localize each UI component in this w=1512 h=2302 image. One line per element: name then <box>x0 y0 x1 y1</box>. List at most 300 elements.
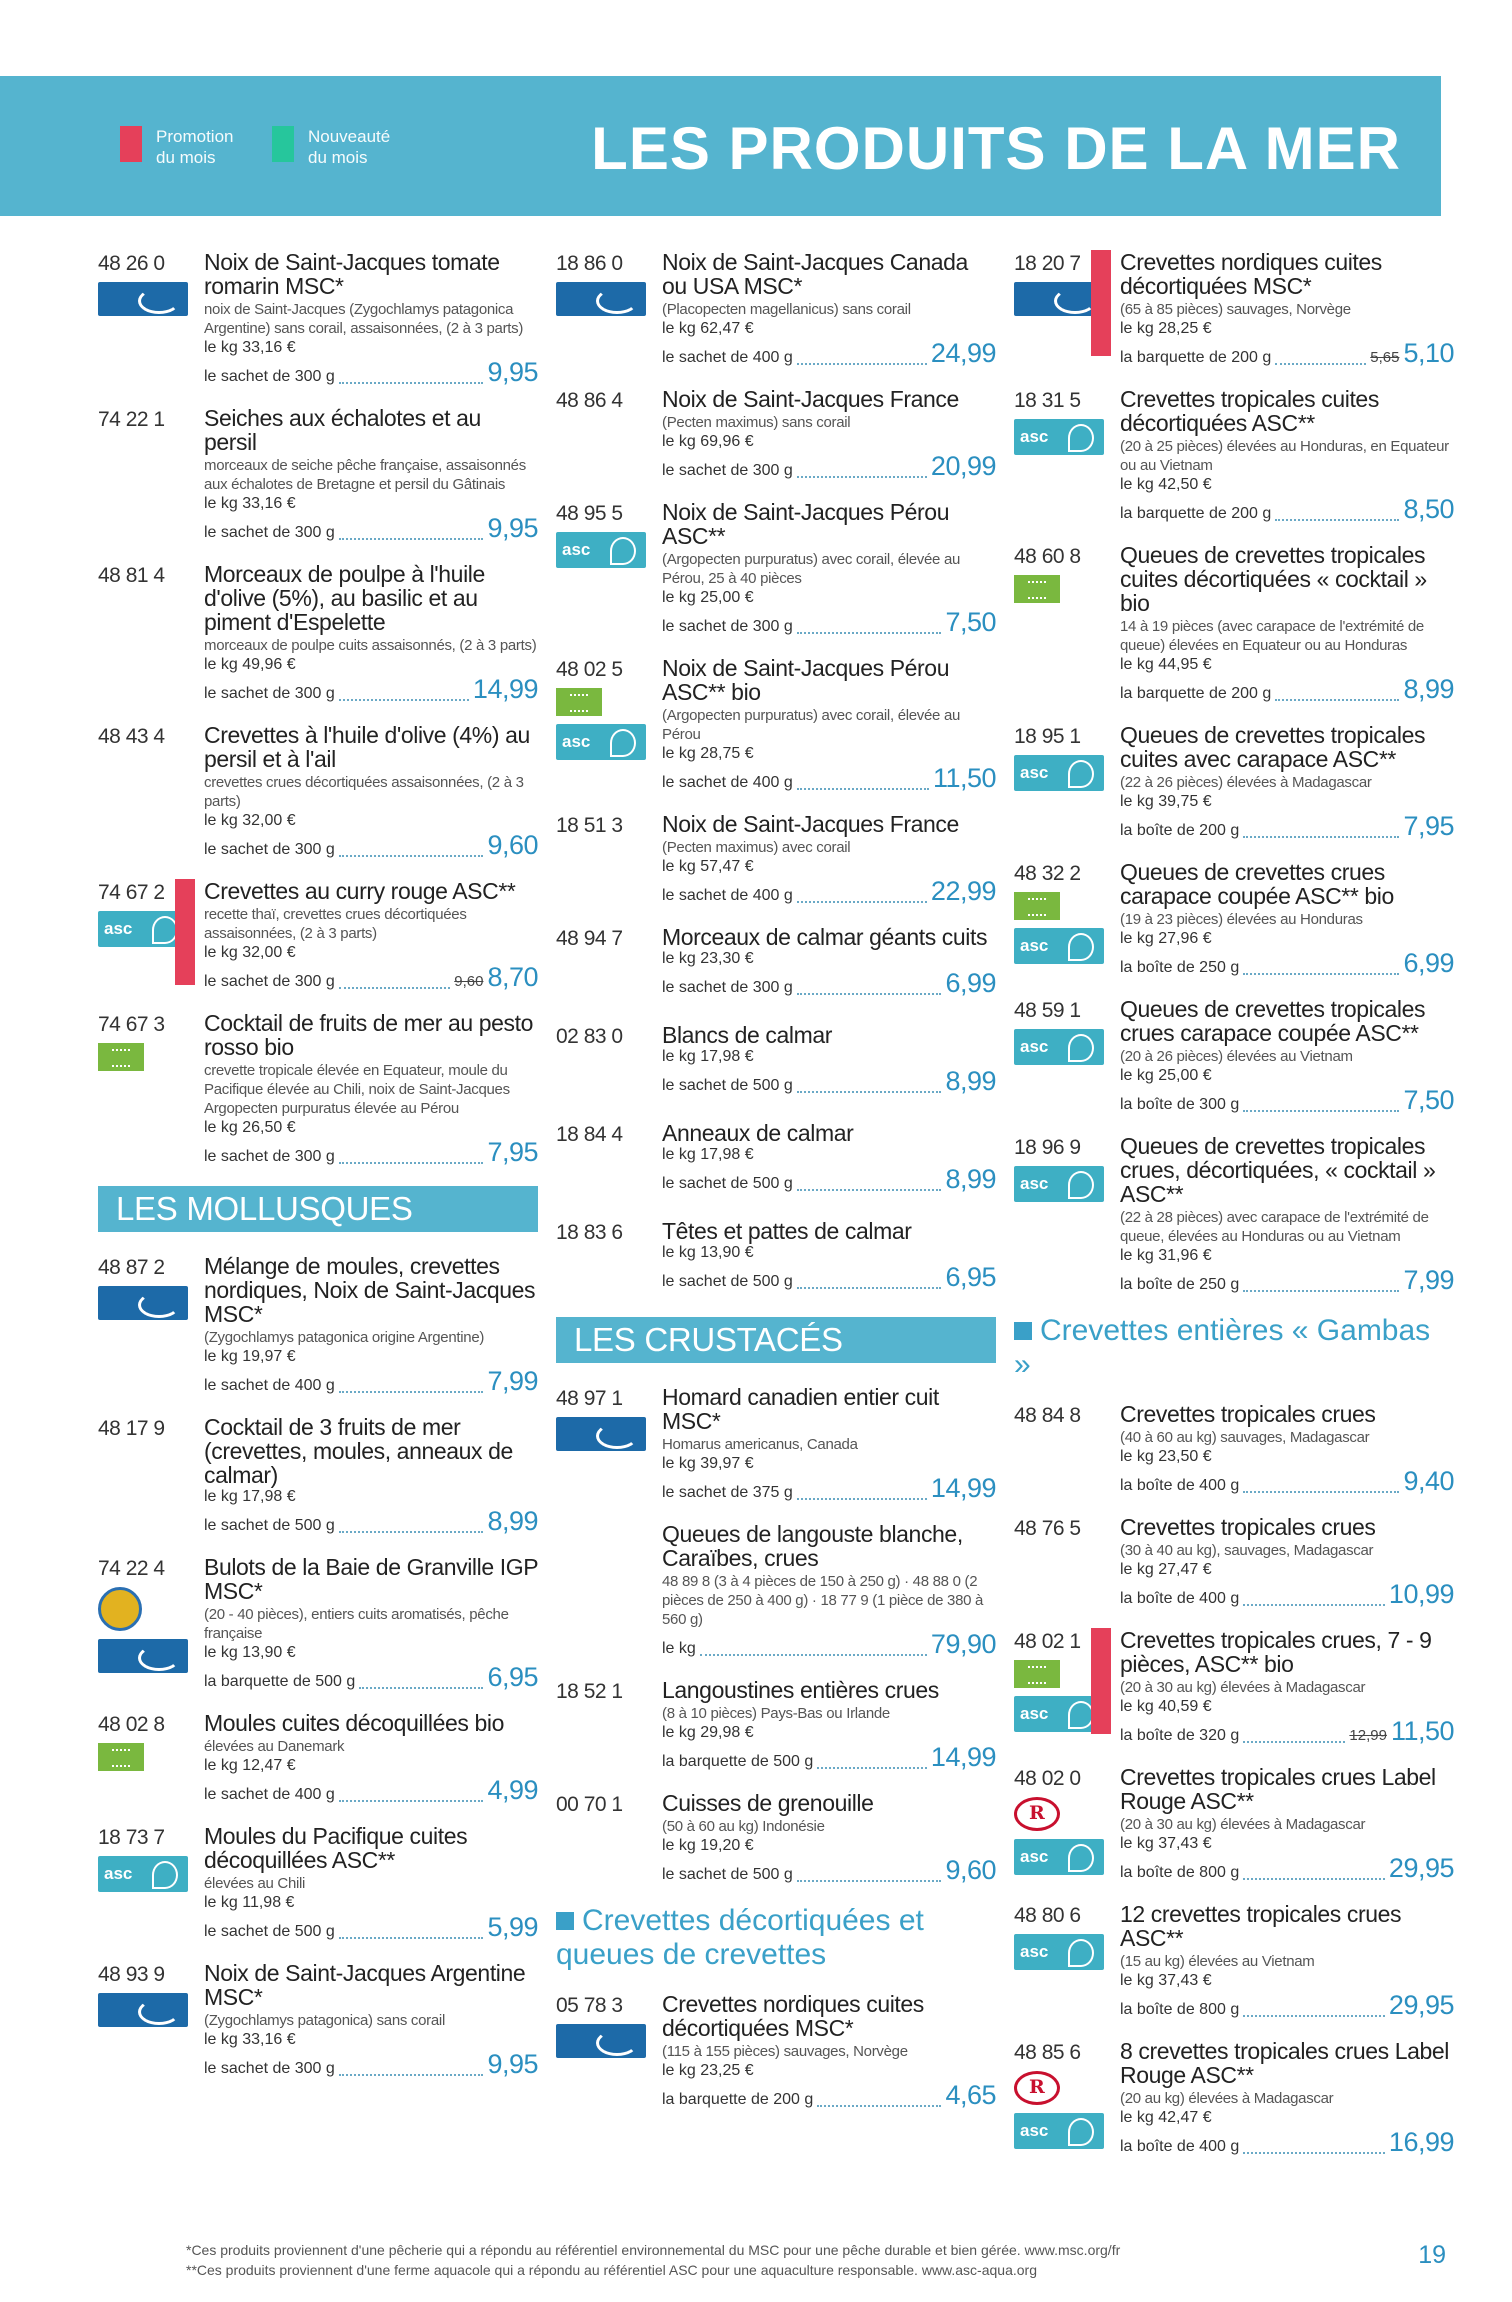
price: 20,99 <box>930 451 996 481</box>
product-code: 48 85 6 <box>1014 2041 1081 2064</box>
legend-new <box>272 126 398 168</box>
footnotes <box>186 2240 1120 2280</box>
package-unit: le sachet de 375 g <box>662 1484 793 1501</box>
product-code: 48 80 6 <box>1014 1904 1081 1927</box>
price-per-kg: le kg 12,47 € <box>204 1757 296 1774</box>
price-row <box>204 1912 538 1943</box>
product-description: (65 à 85 pièces) sauvages, Norvège <box>1120 301 1351 318</box>
product-item <box>1014 860 1454 979</box>
dot-leader <box>700 1653 927 1656</box>
legend-promo <box>120 126 246 168</box>
product-item <box>556 1023 996 1103</box>
price-row <box>204 1775 538 1806</box>
price: 9,95 <box>487 2049 538 2079</box>
price-per-kg: le kg 57,47 € <box>662 858 754 875</box>
product-item <box>1014 1515 1454 1610</box>
price: 6,95 <box>487 1662 538 1692</box>
package-unit: le sachet de 400 g <box>662 774 793 791</box>
price: 11,50 <box>932 763 996 793</box>
product-item <box>98 1961 538 2080</box>
price: 29,95 <box>1388 1853 1454 1883</box>
product-code: 74 22 4 <box>98 1557 165 1580</box>
product-code: 74 67 2 <box>98 881 165 904</box>
product-description: (20 à 30 au kg) élevées à Madagascar <box>1120 1816 1366 1833</box>
price-row <box>662 1066 996 1097</box>
product-badges <box>1014 419 1110 463</box>
product-description: noix de Saint-Jacques (Zygochlamys patagonica Argentine) sans corail, assaisonnées, (2 à 3 parts) <box>204 301 524 337</box>
product-name: Noix de Saint-Jacques tomate romarin MSC* <box>204 249 500 299</box>
dot-leader <box>797 900 927 903</box>
legend-new-label: Nouveauté du mois <box>308 127 391 167</box>
product-item <box>98 1555 538 1693</box>
price: 14,99 <box>930 1742 996 1772</box>
package-unit: la boîte de 250 g <box>1120 1276 1240 1293</box>
product-code: 48 60 8 <box>1014 545 1081 568</box>
price-row <box>662 1164 996 1195</box>
price-per-kg: le kg 17,98 € <box>662 1146 754 1163</box>
package-unit: le sachet de 500 g <box>204 1923 335 1940</box>
price: 6,99 <box>945 968 996 998</box>
dot-leader <box>797 992 942 995</box>
product-code: 18 51 3 <box>556 814 623 837</box>
price-per-kg: le kg 23,30 € <box>662 950 754 967</box>
product-item <box>1014 1765 1454 1884</box>
subheading-gambas <box>1014 1314 1454 1382</box>
price-row <box>662 1473 996 1504</box>
dot-leader <box>1243 1109 1399 1112</box>
package-unit: la boîte de 300 g <box>1120 1096 1240 1113</box>
product-badges <box>556 1417 652 1459</box>
package-unit: le sachet de 300 g <box>204 841 335 858</box>
dot-leader <box>1243 1603 1385 1606</box>
price: 11,50 <box>1390 1716 1454 1746</box>
dot-leader <box>817 1766 927 1769</box>
product-code: 18 95 1 <box>1014 725 1081 748</box>
product-code: 48 76 5 <box>1014 1517 1081 1540</box>
column-3 <box>1014 250 1454 2176</box>
dot-leader <box>1243 972 1399 975</box>
product-description: (19 à 23 pièces) élevées au Honduras <box>1120 911 1363 928</box>
column-2 <box>556 250 996 2129</box>
product-name: Langoustines entières crues <box>662 1677 939 1703</box>
product-item <box>98 1711 538 1806</box>
product-description: (15 au kg) élevées au Vietnam <box>1120 1953 1315 1970</box>
package-unit: le sachet de 300 g <box>204 685 335 702</box>
dot-leader <box>339 1936 484 1939</box>
product-name: Queues de crevettes crues carapace coupée ASC** bio <box>1120 859 1394 909</box>
package-unit: le sachet de 300 g <box>204 524 335 541</box>
product-name: Cocktail de 3 fruits de mer (crevettes, moules, anneaux de calmar) <box>204 1414 513 1488</box>
dot-leader <box>1243 2151 1385 2154</box>
package-unit: la barquette de 200 g <box>1120 349 1272 366</box>
product-badges <box>98 1993 194 2035</box>
product-badges <box>98 1043 194 1079</box>
msc-label-icon <box>556 1417 646 1451</box>
product-badges <box>1014 2071 1110 2157</box>
product-badges <box>1014 575 1110 611</box>
product-code: 18 20 7 <box>1014 252 1081 275</box>
product-code: 48 94 7 <box>556 927 623 950</box>
price: 14,99 <box>930 1473 996 1503</box>
product-name: Noix de Saint-Jacques Canada ou USA MSC* <box>662 249 968 299</box>
product-item <box>556 1992 996 2111</box>
price: 9,95 <box>487 513 538 543</box>
dot-leader <box>797 787 929 790</box>
package-unit: la barquette de 200 g <box>1120 505 1272 522</box>
product-item <box>556 812 996 907</box>
organic-label-icon <box>1014 1660 1060 1688</box>
product-name: Queues de crevettes tropicales crues, décortiquées, « cocktail » ASC** <box>1120 1133 1436 1207</box>
package-unit: le sachet de 400 g <box>204 1377 335 1394</box>
organic-label-icon <box>98 1043 144 1071</box>
dot-leader <box>339 854 484 857</box>
product-code: 02 83 0 <box>556 1025 623 1048</box>
product-name: Crevettes tropicales cuites décortiquées ASC** <box>1120 386 1379 436</box>
product-item <box>1014 1628 1454 1747</box>
product-name: Crevettes tropicales crues, 7 - 9 pièces, ASC** bio <box>1120 1627 1432 1677</box>
asc-label-icon <box>1014 419 1104 455</box>
product-description: (40 à 60 au kg) sauvages, Madagascar <box>1120 1429 1370 1446</box>
package-unit: la boîte de 400 g <box>1120 1590 1240 1607</box>
dot-leader <box>339 2073 484 2076</box>
product-item <box>556 925 996 1005</box>
product-code: 48 97 1 <box>556 1387 623 1410</box>
product-description: (20 à 30 au kg) élevées à Madagascar <box>1120 1679 1366 1696</box>
product-description: 14 à 19 pièces (avec carapace de l'extrémité de queue) élevées en Equateur ou au Honduras <box>1120 618 1424 654</box>
product-code: 48 81 4 <box>98 564 165 587</box>
dot-leader <box>339 1161 484 1164</box>
price: 8,99 <box>487 1506 538 1536</box>
price: 7,99 <box>1403 1265 1454 1295</box>
product-name: Crevettes nordiques cuites décortiquées MSC* <box>662 1991 924 2041</box>
old-price: 9,60 <box>454 973 484 990</box>
promo-swatch <box>120 126 142 162</box>
product-description: morceaux de poulpe cuits assaisonnés, (2 à 3 parts) <box>204 637 537 654</box>
product-item <box>98 1254 538 1397</box>
organic-label-icon <box>1014 892 1060 920</box>
price-row <box>204 1662 538 1693</box>
promo-marker <box>1091 1628 1111 1734</box>
package-unit: le sachet de 300 g <box>204 973 335 990</box>
product-name: Blancs de calmar <box>662 1022 833 1048</box>
price-row <box>662 1855 996 1886</box>
new-swatch <box>272 126 294 162</box>
product-code: 18 31 5 <box>1014 389 1081 412</box>
price-per-kg: le kg 19,97 € <box>204 1348 296 1365</box>
price-per-kg: le kg 39,97 € <box>662 1455 754 1472</box>
price: 29,95 <box>1388 1990 1454 2020</box>
dot-leader <box>339 698 469 701</box>
product-badges <box>98 1286 194 1328</box>
product-description: (Argopecten purpuratus) avec corail, élevée au Pérou <box>662 707 961 743</box>
product-description: (Argopecten purpuratus) avec corail, élevée au Pérou, 25 à 40 pièces <box>662 551 961 587</box>
product-name: Seiches aux échalotes et au persil <box>204 405 481 455</box>
price-per-kg: le kg 32,00 € <box>204 812 296 829</box>
price-row <box>1120 948 1454 979</box>
footnote-msc: *Ces produits proviennent d'une pêcherie qui a répondu au référentiel environnemental du MSC pour une pêche durable et bien gérée. www.msc.org/fr <box>186 2242 1121 2258</box>
product-name: Noix de Saint-Jacques Pérou ASC** bio <box>662 655 950 705</box>
price-row <box>662 451 996 482</box>
label-rouge-icon <box>1014 1797 1060 1831</box>
price-row <box>662 763 996 794</box>
product-badges <box>1014 892 1110 972</box>
product-code: 48 26 0 <box>98 252 165 275</box>
product-name: Bulots de la Baie de Granville IGP MSC* <box>204 1554 538 1604</box>
product-code: 18 52 1 <box>556 1680 623 1703</box>
product-code: 18 96 9 <box>1014 1136 1081 1159</box>
package-unit: la boîte de 400 g <box>1120 1477 1240 1494</box>
price-row <box>662 1262 996 1293</box>
product-item <box>556 1219 996 1299</box>
product-badges <box>556 688 652 768</box>
organic-label-icon <box>1014 575 1060 603</box>
product-name: Crevettes à l'huile d'olive (4%) au persil et à l'ail <box>204 722 530 772</box>
promo-marker <box>1091 250 1111 356</box>
package-unit: le sachet de 400 g <box>204 1786 335 1803</box>
package-unit: le sachet de 300 g <box>204 368 335 385</box>
product-item <box>556 656 996 794</box>
dot-leader <box>797 1879 942 1882</box>
dot-leader <box>817 2104 941 2107</box>
price: 8,99 <box>945 1164 996 1194</box>
package-unit: le kg <box>662 1640 696 1657</box>
asc-label-icon <box>1014 1029 1104 1065</box>
product-code: 18 73 7 <box>98 1826 165 1849</box>
dot-leader <box>797 1497 927 1500</box>
product-item <box>556 1522 996 1660</box>
product-item <box>98 879 538 993</box>
product-code: 48 84 8 <box>1014 1404 1081 1427</box>
header-banner <box>0 76 1441 216</box>
price-per-kg: le kg 17,98 € <box>662 1048 754 1065</box>
price-row <box>204 357 538 388</box>
price-row <box>662 968 996 999</box>
price-per-kg: le kg 42,50 € <box>1120 476 1212 493</box>
dot-leader <box>797 1286 942 1289</box>
product-code: 48 17 9 <box>98 1417 165 1440</box>
dot-leader <box>797 1188 942 1191</box>
msc-label-icon <box>98 1286 188 1320</box>
organic-label-icon <box>556 688 602 716</box>
price-per-kg: le kg 27,96 € <box>1120 930 1212 947</box>
product-description: crevettes crues décortiquées assaisonnées, (2 à 3 parts) <box>204 774 524 810</box>
price-row <box>1120 1853 1454 1884</box>
price: 16,99 <box>1388 2127 1454 2157</box>
asc-label-icon <box>1014 1166 1104 1202</box>
product-code: 00 70 1 <box>556 1793 623 1816</box>
package-unit: le sachet de 300 g <box>204 2060 335 2077</box>
product-item <box>556 1678 996 1773</box>
product-name: Crevettes nordiques cuites décortiquées MSC* <box>1120 249 1382 299</box>
package-unit: le sachet de 300 g <box>204 1148 335 1165</box>
product-name: Têtes et pattes de calmar <box>662 1218 912 1244</box>
price-per-kg: le kg 27,47 € <box>1120 1561 1212 1578</box>
asc-label-icon <box>1014 1934 1104 1970</box>
price-per-kg: le kg 37,43 € <box>1120 1972 1212 1989</box>
product-item <box>98 250 538 388</box>
package-unit: le sachet de 400 g <box>662 887 793 904</box>
product-description: recette thaï, crevettes crues décortiquées assaisonnées, (2 à 3 parts) <box>204 906 467 942</box>
price-row <box>662 607 996 638</box>
product-description: Homarus americanus, Canada <box>662 1436 858 1453</box>
product-name: Cocktail de fruits de mer au pesto rosso bio <box>204 1010 534 1060</box>
price: 79,90 <box>930 1629 996 1659</box>
package-unit: la barquette de 500 g <box>204 1673 356 1690</box>
product-name: Noix de Saint-Jacques France <box>662 811 959 837</box>
product-badges <box>1014 1934 1110 1978</box>
package-unit: la boîte de 800 g <box>1120 1864 1240 1881</box>
price: 5,10 <box>1403 338 1454 368</box>
product-badges <box>1014 1797 1110 1883</box>
section-mollusques: LES MOLLUSQUES <box>98 1186 538 1232</box>
product-badges <box>556 282 652 324</box>
price-per-kg: le kg 32,00 € <box>204 944 296 961</box>
product-name: Morceaux de calmar géants cuits <box>662 924 988 950</box>
product-item <box>98 1011 538 1168</box>
price-per-kg: le kg 25,00 € <box>662 589 754 606</box>
product-description: (20 au kg) élevées à Madagascar <box>1120 2090 1334 2107</box>
product-badges <box>98 1587 194 1681</box>
product-code: 48 86 4 <box>556 389 623 412</box>
asc-label-icon <box>556 532 646 568</box>
product-name: Crevettes tropicales crues <box>1120 1401 1376 1427</box>
product-name: Morceaux de poulpe à l'huile d'olive (5%), au basilic et au piment d'Espelette <box>204 561 485 635</box>
package-unit: le sachet de 500 g <box>662 1273 793 1290</box>
product-item <box>1014 387 1454 525</box>
price-row <box>1120 1466 1454 1497</box>
asc-label-icon <box>1014 1839 1104 1875</box>
package-unit: la barquette de 200 g <box>1120 685 1272 702</box>
organic-label-icon <box>98 1743 144 1771</box>
dot-leader <box>1243 1289 1399 1292</box>
price: 9,40 <box>1403 1466 1454 1496</box>
page-number: 19 <box>1418 2241 1446 2269</box>
dot-leader <box>797 475 927 478</box>
price-row <box>1120 2127 1454 2158</box>
msc-label-icon <box>98 1993 188 2027</box>
price-per-kg: le kg 69,96 € <box>662 433 754 450</box>
price: 8,99 <box>945 1066 996 1096</box>
product-item <box>1014 997 1454 1116</box>
product-item <box>98 562 538 705</box>
price-row <box>1120 674 1454 705</box>
price: 14,99 <box>472 674 538 704</box>
package-unit: la boîte de 320 g <box>1120 1727 1240 1744</box>
product-code: 18 86 0 <box>556 252 623 275</box>
price-row <box>204 1137 538 1168</box>
old-price: 5,65 <box>1370 349 1400 366</box>
price: 22,99 <box>930 876 996 906</box>
package-unit: le sachet de 500 g <box>662 1077 793 1094</box>
product-code: 48 02 0 <box>1014 1767 1081 1790</box>
product-code: 74 22 1 <box>98 408 165 431</box>
msc-label-icon <box>98 1639 188 1673</box>
price-per-kg: le kg 29,98 € <box>662 1724 754 1741</box>
legend-promo-label: Promotion du mois <box>156 127 234 167</box>
price: 8,70 <box>487 962 538 992</box>
product-code: 05 78 3 <box>556 1994 623 2017</box>
package-unit: le sachet de 300 g <box>662 979 793 996</box>
price-row <box>1120 1579 1454 1610</box>
asc-label-icon <box>1014 755 1104 791</box>
price-per-kg: le kg 19,20 € <box>662 1837 754 1854</box>
price: 9,60 <box>487 830 538 860</box>
price-row <box>204 962 538 993</box>
subheading-text: Crevettes entières « Gambas » <box>1014 1314 1431 1381</box>
square-icon <box>556 1912 574 1930</box>
product-item <box>1014 2039 1454 2158</box>
product-badges <box>98 1856 194 1900</box>
price-row <box>1120 1716 1454 1747</box>
price-per-kg: le kg 33,16 € <box>204 2031 296 2048</box>
price-row <box>662 338 996 369</box>
msc-label-icon <box>556 282 646 316</box>
product-name: Crevettes tropicales crues <box>1120 1514 1376 1540</box>
price-row <box>204 830 538 861</box>
product-name: Moules cuites décoquillées bio <box>204 1710 504 1736</box>
product-code: 48 93 9 <box>98 1963 165 1986</box>
product-description: (115 à 155 pièces) sauvages, Norvège <box>662 2043 908 2060</box>
asc-label-icon <box>1014 928 1104 964</box>
price-per-kg: le kg 33,16 € <box>204 495 296 512</box>
price-row <box>204 674 538 705</box>
price: 4,65 <box>945 2080 996 2110</box>
price: 9,95 <box>487 357 538 387</box>
price: 6,95 <box>945 1262 996 1292</box>
product-code: 48 32 2 <box>1014 862 1081 885</box>
product-name: Cuisses de grenouille <box>662 1790 874 1816</box>
product-code: 74 67 3 <box>98 1013 165 1036</box>
asc-label-icon <box>98 1856 188 1892</box>
product-name: 12 crevettes tropicales crues ASC** <box>1120 1901 1402 1951</box>
price-per-kg: le kg 40,59 € <box>1120 1698 1212 1715</box>
product-name: Crevettes au curry rouge ASC** <box>204 878 516 904</box>
product-description: (Zygochlamys patagonica origine Argentine) <box>204 1329 485 1346</box>
price-per-kg: le kg 39,75 € <box>1120 793 1212 810</box>
price-per-kg: le kg 28,75 € <box>662 745 754 762</box>
package-unit: le sachet de 300 g <box>662 462 793 479</box>
price-per-kg: le kg 11,98 € <box>204 1894 295 1911</box>
price-per-kg: le kg 42,47 € <box>1120 2109 1212 2126</box>
price-per-kg: le kg 17,98 € <box>204 1488 296 1505</box>
dot-leader <box>1243 2014 1385 2017</box>
product-name: Noix de Saint-Jacques France <box>662 386 959 412</box>
msc-label-icon <box>98 282 188 316</box>
price: 7,95 <box>1403 811 1454 841</box>
price-row <box>662 1742 996 1773</box>
dot-leader <box>797 631 942 634</box>
subheading-crevettes-decortiquees <box>556 1904 996 1972</box>
price-row <box>204 2049 538 2080</box>
price-per-kg: le kg 28,25 € <box>1120 320 1212 337</box>
package-unit: le sachet de 400 g <box>662 349 793 366</box>
dot-leader <box>339 1799 484 1802</box>
product-name: Noix de Saint-Jacques Pérou ASC** <box>662 499 950 549</box>
product-item <box>556 1121 996 1201</box>
package-unit: le sachet de 500 g <box>204 1517 335 1534</box>
asc-label-icon <box>556 724 646 760</box>
package-unit: le sachet de 300 g <box>662 618 793 635</box>
package-unit: le sachet de 500 g <box>662 1175 793 1192</box>
price-per-kg: le kg 49,96 € <box>204 656 296 673</box>
dot-leader <box>1243 1877 1385 1880</box>
product-badges <box>556 532 652 576</box>
product-name: Queues de crevettes tropicales cuites avec carapace ASC** <box>1120 722 1426 772</box>
price: 8,99 <box>1403 674 1454 704</box>
page-title: LES PRODUITS DE LA MER <box>591 115 1401 182</box>
product-description: crevette tropicale élevée en Equateur, moule du Pacifique élevée au Chili, noix de Saint-Jacques Argopecten purpuratus élevée au Pérou <box>204 1062 510 1117</box>
product-code: 18 84 4 <box>556 1123 623 1146</box>
